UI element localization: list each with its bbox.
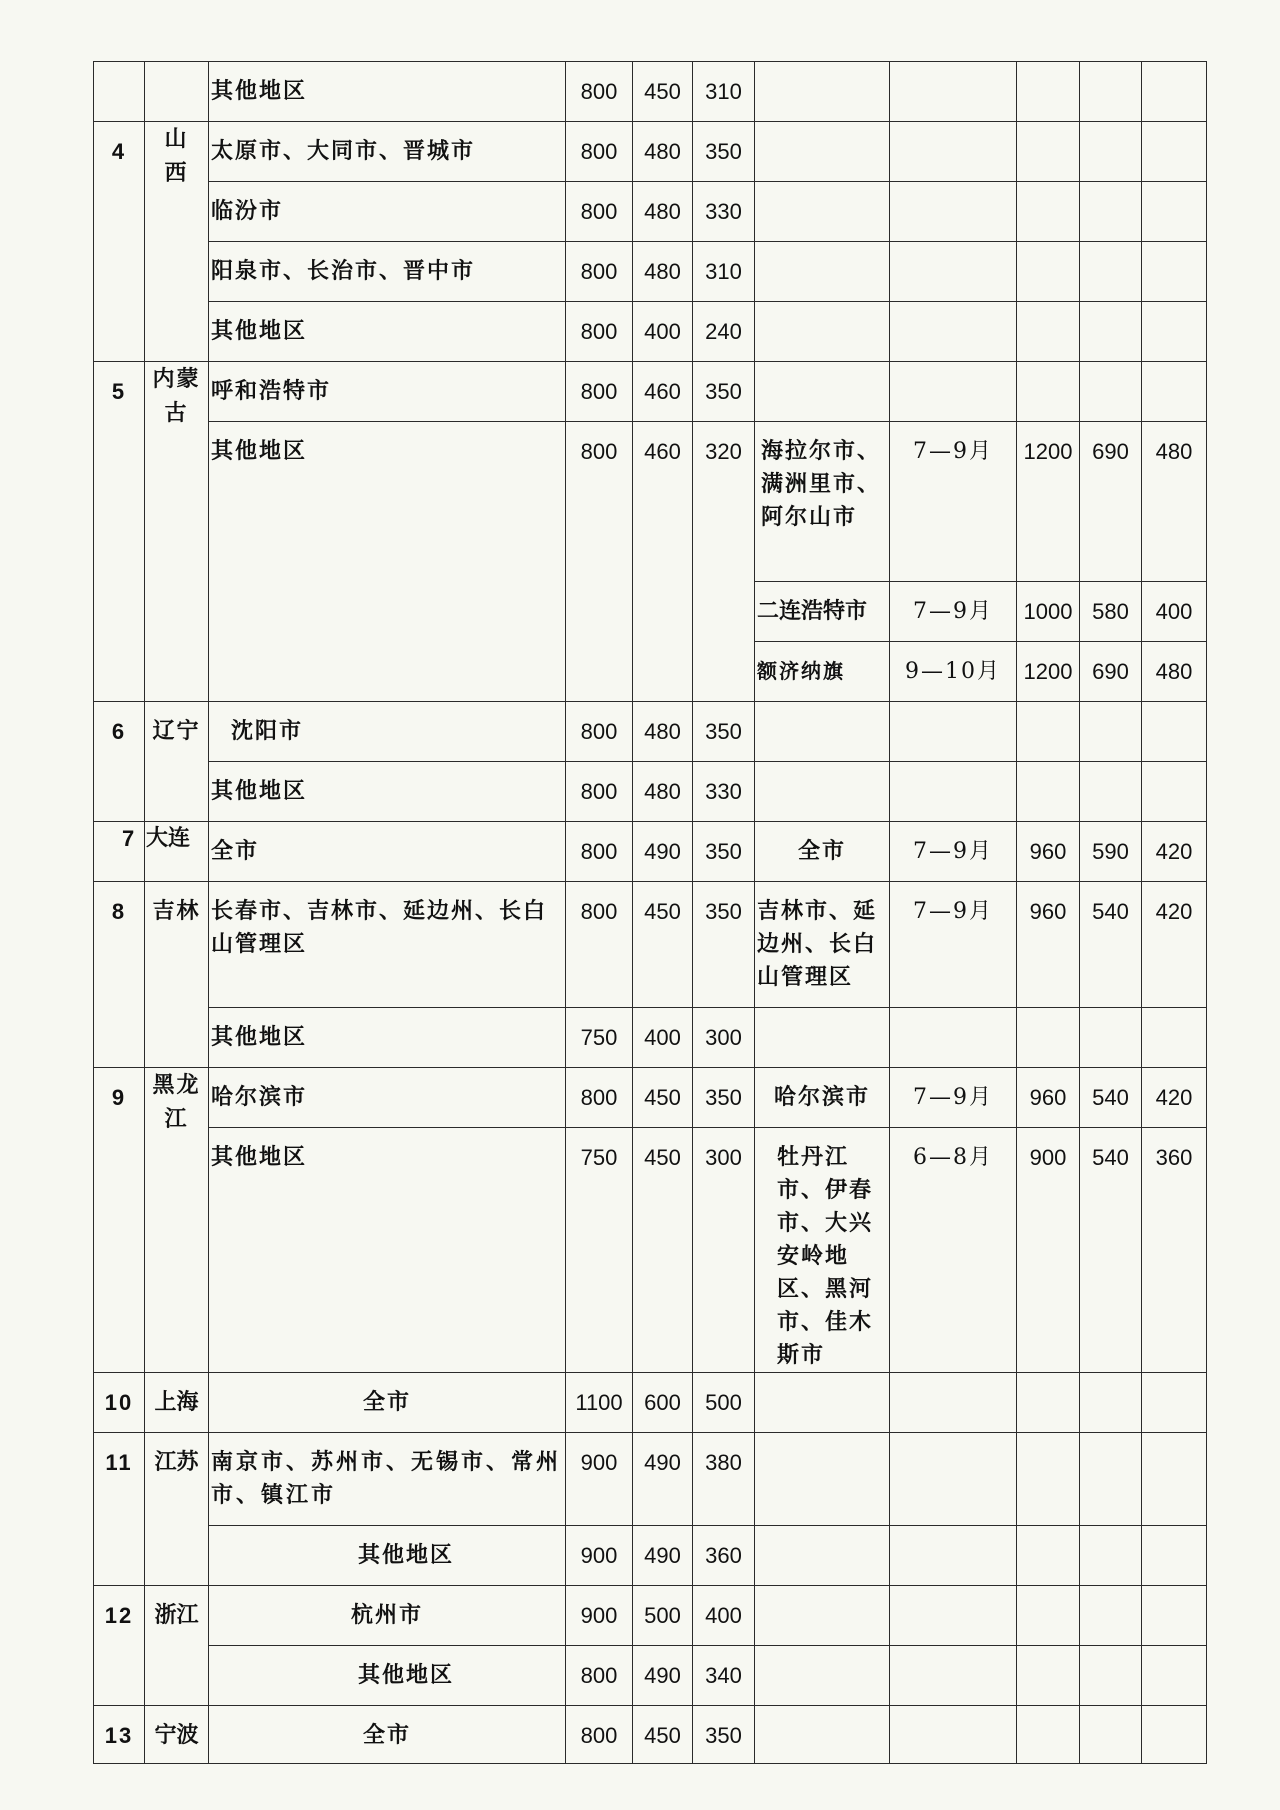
season-period-cell: [890, 362, 1017, 422]
rate-c-cell: 350: [693, 122, 755, 182]
index-cell: 7: [94, 822, 145, 882]
season-area-cell: [755, 1706, 890, 1764]
rate-c-cell: 330: [693, 182, 755, 242]
table-row: [94, 62, 1207, 122]
index-cell: 11: [94, 1433, 145, 1586]
index-cell: 9: [94, 1068, 145, 1373]
rate-c-cell: 330: [693, 762, 755, 822]
rate-c-cell: 300: [693, 1128, 755, 1373]
season-rate-a-cell: [1017, 62, 1080, 122]
accommodation-cap-cell: 900: [566, 1526, 633, 1586]
province-cell: 吉林: [145, 882, 209, 1068]
accommodation-cap-cell: 800: [566, 702, 633, 762]
province-cell: 辽宁: [145, 702, 209, 822]
rate-c-cell: 350: [693, 1706, 755, 1764]
season-rate-b-cell: [1080, 1008, 1142, 1068]
accommodation-cap-cell: 800: [566, 1068, 633, 1128]
season-period-cell: [890, 182, 1017, 242]
season-rate-a-cell: [1017, 1008, 1080, 1068]
rate-b-cell: 460: [633, 422, 693, 702]
accommodation-cap-cell: 800: [566, 302, 633, 362]
rate-c-cell: 500: [693, 1373, 755, 1433]
accommodation-cap-cell: 800: [566, 762, 633, 822]
rate-b-cell: 450: [633, 62, 693, 122]
season-rate-a-cell: 960: [1017, 882, 1080, 1008]
rate-b-cell: 480: [633, 122, 693, 182]
season-rate-b-cell: 590: [1080, 822, 1142, 882]
season-period-cell: [890, 1706, 1017, 1764]
rate-c-cell: 350: [693, 1068, 755, 1128]
rate-b-cell: 400: [633, 1008, 693, 1068]
season-rate-a-cell: 1000: [1017, 582, 1080, 642]
season-area-cell: [755, 1008, 890, 1068]
season-rate-a-cell: 900: [1017, 1128, 1080, 1373]
season-period-cell: [890, 1646, 1017, 1706]
season-rate-b-cell: [1080, 1433, 1142, 1526]
season-area-cell: 牡丹江市、伊春市、大兴安岭地区、黑河市、佳木斯市: [755, 1128, 890, 1373]
rate-c-cell: 350: [693, 822, 755, 882]
season-rate-b-cell: 540: [1080, 1128, 1142, 1373]
index-cell: 8: [94, 882, 145, 1068]
rate-b-cell: 480: [633, 242, 693, 302]
accommodation-cap-cell: 800: [566, 122, 633, 182]
province-cell: 山西: [145, 122, 209, 362]
table-row: [94, 1068, 1207, 1128]
province-cell: 浙江: [145, 1586, 209, 1706]
season-period-cell: 7—9月: [890, 1068, 1017, 1128]
accommodation-cap-cell: 800: [566, 1706, 633, 1764]
rate-c-cell: 240: [693, 302, 755, 362]
table-row: [94, 702, 1207, 762]
season-rate-a-cell: [1017, 302, 1080, 362]
season-rate-a-cell: [1017, 1433, 1080, 1526]
season-rate-c-cell: [1142, 1706, 1207, 1764]
season-period-cell: [890, 122, 1017, 182]
season-rate-a-cell: [1017, 1526, 1080, 1586]
season-area-cell: [755, 62, 890, 122]
season-area-cell: 额济纳旗: [755, 642, 890, 702]
table-row: [94, 1646, 1207, 1706]
season-rate-a-cell: [1017, 362, 1080, 422]
season-rate-c-cell: [1142, 362, 1207, 422]
table-row: [94, 182, 1207, 242]
rate-b-cell: 490: [633, 1526, 693, 1586]
table-row: [94, 762, 1207, 822]
season-rate-c-cell: [1142, 762, 1207, 822]
area-cell: 呼和浩特市: [209, 362, 566, 422]
area-cell: 其他地区: [209, 62, 566, 122]
season-period-cell: 7—9月: [890, 582, 1017, 642]
season-rate-b-cell: [1080, 182, 1142, 242]
table-row: [94, 822, 1207, 882]
season-rate-c-cell: 480: [1142, 642, 1207, 702]
season-rate-a-cell: [1017, 242, 1080, 302]
season-period-cell: [890, 242, 1017, 302]
season-area-cell: [755, 1433, 890, 1526]
accommodation-cap-cell: 800: [566, 242, 633, 302]
accommodation-cap-cell: 800: [566, 822, 633, 882]
season-period-cell: [890, 1526, 1017, 1586]
season-period-cell: [890, 1586, 1017, 1646]
season-rate-c-cell: [1142, 702, 1207, 762]
accommodation-cap-cell: 800: [566, 182, 633, 242]
season-period-cell: 9—10月: [890, 642, 1017, 702]
accommodation-cap-cell: 800: [566, 882, 633, 1008]
index-cell: 5: [94, 362, 145, 702]
area-cell: 其他地区: [209, 1128, 566, 1373]
season-rate-a-cell: 960: [1017, 1068, 1080, 1128]
season-rate-c-cell: 420: [1142, 1068, 1207, 1128]
rate-c-cell: 380: [693, 1433, 755, 1526]
province-cell: 江苏: [145, 1433, 209, 1586]
table-row: [94, 122, 1207, 182]
season-period-cell: [890, 1373, 1017, 1433]
index-cell: 10: [94, 1373, 145, 1433]
area-cell: 临汾市: [209, 182, 566, 242]
season-rate-a-cell: 1200: [1017, 642, 1080, 702]
season-area-cell: [755, 1526, 890, 1586]
rate-c-cell: 320: [693, 422, 755, 702]
season-rate-b-cell: [1080, 242, 1142, 302]
rate-b-cell: 490: [633, 1433, 693, 1526]
area-cell: 其他地区: [209, 1526, 566, 1586]
rate-c-cell: 340: [693, 1646, 755, 1706]
table-row: [94, 422, 1207, 582]
accommodation-cap-cell: 800: [566, 362, 633, 422]
rate-c-cell: 350: [693, 882, 755, 1008]
accommodation-cap-cell: 800: [566, 422, 633, 702]
index-cell: 13: [94, 1706, 145, 1764]
season-rate-a-cell: [1017, 1373, 1080, 1433]
season-rate-c-cell: 360: [1142, 1128, 1207, 1373]
area-cell: 其他地区: [209, 1008, 566, 1068]
season-area-cell: [755, 302, 890, 362]
season-period-cell: 6—8月: [890, 1128, 1017, 1373]
season-area-cell: [755, 1646, 890, 1706]
table-row: [94, 882, 1207, 1008]
season-rate-c-cell: [1142, 1008, 1207, 1068]
season-rate-b-cell: [1080, 1646, 1142, 1706]
accommodation-cap-cell: 800: [566, 62, 633, 122]
area-cell: 太原市、大同市、晋城市: [209, 122, 566, 182]
area-cell: 哈尔滨市: [209, 1068, 566, 1128]
season-rate-c-cell: 480: [1142, 422, 1207, 582]
season-rate-c-cell: [1142, 1586, 1207, 1646]
area-cell: 长春市、吉林市、延边州、长白山管理区: [209, 882, 566, 1008]
accommodation-cap-cell: 750: [566, 1128, 633, 1373]
rate-b-cell: 480: [633, 762, 693, 822]
province-cell: [145, 62, 209, 122]
season-rate-b-cell: [1080, 1706, 1142, 1764]
rate-b-cell: 400: [633, 302, 693, 362]
rate-c-cell: 360: [693, 1526, 755, 1586]
index-cell: [94, 62, 145, 122]
table-row: [94, 242, 1207, 302]
season-area-cell: [755, 1373, 890, 1433]
area-cell: 其他地区: [209, 302, 566, 362]
rate-b-cell: 460: [633, 362, 693, 422]
season-area-cell: 全市: [755, 822, 890, 882]
season-rate-b-cell: [1080, 62, 1142, 122]
rate-b-cell: 480: [633, 182, 693, 242]
season-area-cell: 吉林市、延边州、长白山管理区: [755, 882, 890, 1008]
season-area-cell: [755, 362, 890, 422]
accommodation-cap-cell: 1100: [566, 1373, 633, 1433]
season-rate-b-cell: [1080, 762, 1142, 822]
accommodation-cap-cell: 900: [566, 1433, 633, 1526]
season-area-cell: [755, 122, 890, 182]
rate-c-cell: 310: [693, 62, 755, 122]
season-rate-a-cell: 1200: [1017, 422, 1080, 582]
area-cell: 全市: [209, 1706, 566, 1764]
season-rate-a-cell: [1017, 182, 1080, 242]
accommodation-cap-cell: 900: [566, 1586, 633, 1646]
season-rate-c-cell: [1142, 62, 1207, 122]
rate-c-cell: 350: [693, 702, 755, 762]
season-rate-c-cell: [1142, 1526, 1207, 1586]
table-row: [94, 1373, 1207, 1433]
area-cell: 全市: [209, 1373, 566, 1433]
table-row: [94, 1008, 1207, 1068]
season-rate-a-cell: 960: [1017, 822, 1080, 882]
season-rate-c-cell: 400: [1142, 582, 1207, 642]
rate-b-cell: 480: [633, 702, 693, 762]
table-row: [94, 1433, 1207, 1526]
season-period-cell: [890, 302, 1017, 362]
season-rate-b-cell: 540: [1080, 1068, 1142, 1128]
season-period-cell: 7—9月: [890, 882, 1017, 1008]
season-period-cell: [890, 762, 1017, 822]
table-row: [94, 1128, 1207, 1373]
season-rate-b-cell: [1080, 122, 1142, 182]
rate-b-cell: 490: [633, 822, 693, 882]
area-cell: 杭州市: [209, 1586, 566, 1646]
season-period-cell: 7—9月: [890, 422, 1017, 582]
season-rate-c-cell: 420: [1142, 882, 1207, 1008]
index-cell: 12: [94, 1586, 145, 1706]
rate-b-cell: 450: [633, 882, 693, 1008]
area-cell: 南京市、苏州市、无锡市、常州市、镇江市: [209, 1433, 566, 1526]
province-cell: 宁波: [145, 1706, 209, 1764]
table-row: [94, 362, 1207, 422]
season-rate-a-cell: [1017, 1706, 1080, 1764]
season-period-cell: [890, 702, 1017, 762]
season-rate-b-cell: 690: [1080, 422, 1142, 582]
season-rate-b-cell: [1080, 362, 1142, 422]
season-rate-a-cell: [1017, 762, 1080, 822]
season-rate-c-cell: [1142, 1433, 1207, 1526]
accommodation-cap-cell: 750: [566, 1008, 633, 1068]
province-cell: 上海: [145, 1373, 209, 1433]
season-rate-c-cell: [1142, 1373, 1207, 1433]
season-area-cell: 二连浩特市: [755, 582, 890, 642]
season-rate-b-cell: 540: [1080, 882, 1142, 1008]
season-rate-a-cell: [1017, 1646, 1080, 1706]
season-period-cell: [890, 1008, 1017, 1068]
rate-b-cell: 600: [633, 1373, 693, 1433]
season-area-cell: [755, 702, 890, 762]
accommodation-cap-cell: 800: [566, 1646, 633, 1706]
table-row: [94, 1706, 1207, 1764]
rate-c-cell: 300: [693, 1008, 755, 1068]
rate-b-cell: 500: [633, 1586, 693, 1646]
rate-c-cell: 400: [693, 1586, 755, 1646]
index-cell: 4: [94, 122, 145, 362]
season-area-cell: [755, 1586, 890, 1646]
season-rate-b-cell: 690: [1080, 642, 1142, 702]
table-row: [94, 302, 1207, 362]
area-cell: 阳泉市、长治市、晋中市: [209, 242, 566, 302]
season-rate-a-cell: [1017, 1586, 1080, 1646]
season-rate-c-cell: [1142, 302, 1207, 362]
table-row: [94, 1586, 1207, 1646]
season-rate-b-cell: 580: [1080, 582, 1142, 642]
province-cell: 内蒙古: [145, 362, 209, 702]
season-rate-a-cell: [1017, 122, 1080, 182]
season-rate-b-cell: [1080, 702, 1142, 762]
area-cell: 全市: [209, 822, 566, 882]
season-rate-c-cell: [1142, 182, 1207, 242]
season-rate-a-cell: [1017, 702, 1080, 762]
rate-c-cell: 350: [693, 362, 755, 422]
rate-b-cell: 490: [633, 1646, 693, 1706]
season-period-cell: 7—9月: [890, 822, 1017, 882]
season-area-cell: [755, 762, 890, 822]
season-rate-c-cell: 420: [1142, 822, 1207, 882]
area-cell: 其他地区: [209, 1646, 566, 1706]
season-rate-c-cell: [1142, 1646, 1207, 1706]
index-cell: 6: [94, 702, 145, 822]
season-area-cell: 哈尔滨市: [755, 1068, 890, 1128]
season-area-cell: 海拉尔市、满洲里市、阿尔山市: [755, 422, 890, 582]
rate-c-cell: 310: [693, 242, 755, 302]
season-rate-b-cell: [1080, 1586, 1142, 1646]
province-cell: 黑龙江: [145, 1068, 209, 1373]
season-rate-c-cell: [1142, 242, 1207, 302]
province-cell: 大连: [145, 822, 209, 882]
season-rate-c-cell: [1142, 122, 1207, 182]
rate-b-cell: 450: [633, 1068, 693, 1128]
season-period-cell: [890, 62, 1017, 122]
area-cell: 沈阳市: [209, 702, 566, 762]
travel-expense-standard-table: [93, 61, 1207, 1764]
rate-b-cell: 450: [633, 1706, 693, 1764]
season-rate-b-cell: [1080, 1526, 1142, 1586]
area-cell: 其他地区: [209, 422, 566, 702]
area-cell: 其他地区: [209, 762, 566, 822]
season-area-cell: [755, 242, 890, 302]
rate-b-cell: 450: [633, 1128, 693, 1373]
season-rate-b-cell: [1080, 302, 1142, 362]
table-row: [94, 1526, 1207, 1586]
season-rate-b-cell: [1080, 1373, 1142, 1433]
season-area-cell: [755, 182, 890, 242]
season-period-cell: [890, 1433, 1017, 1526]
